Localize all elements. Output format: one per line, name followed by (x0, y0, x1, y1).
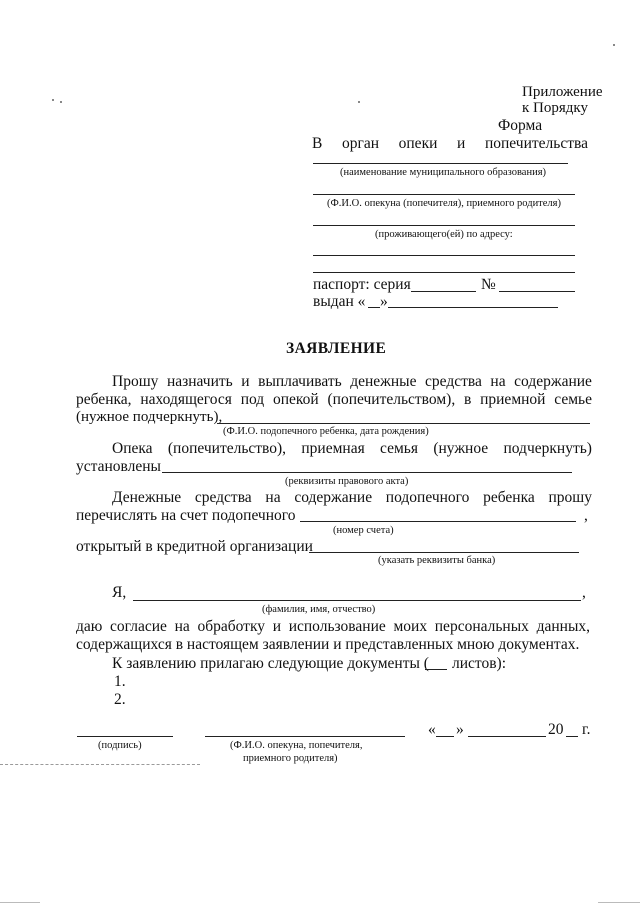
child-name-hint: (Ф.И.О. подопечного ребенка, дата рождения) (223, 426, 429, 437)
document-title: ЗАЯВЛЕНИЕ (286, 340, 387, 357)
guardian-name-hint: (Ф.И.О. опекуна (попечителя), приемного родителя) (327, 198, 561, 209)
request-line-1 (112, 373, 592, 391)
i-label: Я, (112, 584, 127, 601)
scan-speck (52, 99, 54, 101)
issued-by-field[interactable] (388, 307, 558, 308)
word: в (463, 391, 472, 408)
signature-field[interactable] (77, 736, 173, 737)
recipient-heading (312, 135, 588, 153)
word: ребенка (483, 489, 535, 506)
word: средства (194, 489, 252, 506)
account-comma: , (584, 507, 588, 524)
attachments-label-b: листов): (452, 655, 507, 672)
year-prefix: 20 (548, 721, 564, 738)
date-month-field[interactable] (468, 736, 546, 737)
sheet-count-field[interactable] (425, 669, 447, 670)
scan-artifact-line (0, 764, 200, 765)
word: денежные (350, 373, 417, 390)
issued-close-quote: » (380, 293, 388, 310)
applicant-name-hint: (фамилия, имя, отчество) (262, 604, 376, 615)
scan-speck (60, 101, 62, 103)
word: и (272, 618, 282, 635)
year-suffix: г. (582, 721, 591, 738)
word: и (457, 135, 466, 152)
passport-series-field[interactable] (411, 291, 476, 292)
word: назначить (166, 373, 233, 390)
consent-line-2: содержащихся в настоящем заявлении и представленных мною документах. (76, 636, 580, 653)
appendix-label: Приложение (522, 84, 603, 100)
attachment-item-1: 1. (114, 673, 126, 690)
municipality-hint: (наименование муниципального образования) (340, 167, 547, 178)
word: ребенка, (76, 391, 132, 408)
child-name-field[interactable] (217, 423, 590, 424)
word: приемной (480, 391, 546, 408)
word: опекой (272, 391, 319, 408)
word: обработку (197, 618, 266, 635)
legal-act-field[interactable] (162, 472, 572, 473)
bank-details-field[interactable] (309, 552, 579, 553)
passport-number-field[interactable] (499, 291, 575, 292)
word: семье (554, 391, 592, 408)
signature-hint: (подпись) (98, 740, 142, 751)
scan-speck (358, 101, 360, 103)
word: и (241, 373, 250, 390)
attachment-item-2: 2. (114, 691, 126, 708)
consent-line-1 (76, 618, 590, 636)
bank-line: открытый в кредитной организации (76, 538, 313, 555)
request-line-3: (нужное подчеркнуть), (76, 409, 223, 425)
address-line-2[interactable] (313, 255, 575, 256)
word: (нужное (433, 440, 489, 457)
word: (попечительство), (167, 440, 287, 457)
bank-details-hint: (указать реквизиты банка) (378, 555, 496, 566)
signer-name-field[interactable] (205, 736, 405, 737)
word: В (312, 135, 323, 152)
address-hint: (проживающего(ей) по адресу: (375, 229, 513, 240)
word: даю (76, 618, 103, 635)
word: средства (425, 373, 482, 390)
word: моих (393, 618, 428, 635)
year-field[interactable] (566, 736, 578, 737)
order-reference: к Порядку (522, 100, 588, 116)
transfer-line-2: перечислять на счет подопечного (76, 507, 296, 524)
scan-edge-left (0, 902, 40, 903)
applicant-comma: , (582, 584, 586, 601)
word: данных, (536, 618, 590, 635)
word: содержание (294, 489, 373, 506)
address-line-3[interactable] (313, 272, 575, 273)
word: приемная (301, 440, 365, 457)
date-day-field[interactable] (436, 736, 454, 737)
scan-edge-right (598, 902, 640, 903)
date-open-quote: « (428, 721, 436, 738)
word: выплачивать (258, 373, 342, 390)
passport-number-sign: № (481, 276, 496, 293)
issued-label: выдан « (313, 293, 366, 310)
word: Прошу (112, 373, 159, 390)
word: на (265, 489, 281, 506)
word: опеки (398, 135, 438, 152)
request-line-2 (76, 391, 592, 409)
word: использование (288, 618, 386, 635)
word: персональных (434, 618, 529, 635)
word: подопечного (385, 489, 470, 506)
guardianship-line-2: установлены (76, 458, 161, 475)
word: семья (380, 440, 418, 457)
word: содержание (514, 373, 592, 390)
signer-hint-line-1: (Ф.И.О. опекуна, попечителя, (230, 740, 363, 751)
passport-series-label: паспорт: серия (313, 276, 411, 293)
guardianship-line-1 (112, 440, 592, 458)
municipality-line[interactable] (313, 163, 568, 164)
transfer-line-1 (112, 489, 592, 507)
word: Денежные (112, 489, 182, 506)
legal-act-hint: (реквизиты правового акта) (285, 476, 409, 487)
word: (попечительством), (327, 391, 456, 408)
word: подчеркнуть) (503, 440, 592, 457)
address-line-1[interactable] (313, 225, 575, 226)
word: орган (341, 135, 380, 152)
signer-hint-line-2: приемного родителя) (243, 753, 338, 764)
word: под (240, 391, 265, 408)
scan-speck (613, 44, 615, 46)
account-number-hint: (номер счета) (333, 525, 394, 536)
applicant-name-field[interactable] (133, 600, 581, 601)
attachments-label-a: К заявлению прилагаю следующие документы ( (112, 655, 429, 672)
word: попечительства (484, 135, 588, 152)
word: прошу (548, 489, 592, 506)
account-number-field[interactable] (300, 521, 576, 522)
form-label: Форма (498, 117, 543, 134)
word: согласие (110, 618, 167, 635)
word: на (174, 618, 190, 635)
word: Опека (112, 440, 153, 457)
date-close-quote: » (456, 721, 464, 738)
word: на (490, 373, 506, 390)
guardian-name-line[interactable] (313, 194, 575, 195)
issued-day-field[interactable] (368, 307, 380, 308)
word: находящегося (140, 391, 232, 408)
